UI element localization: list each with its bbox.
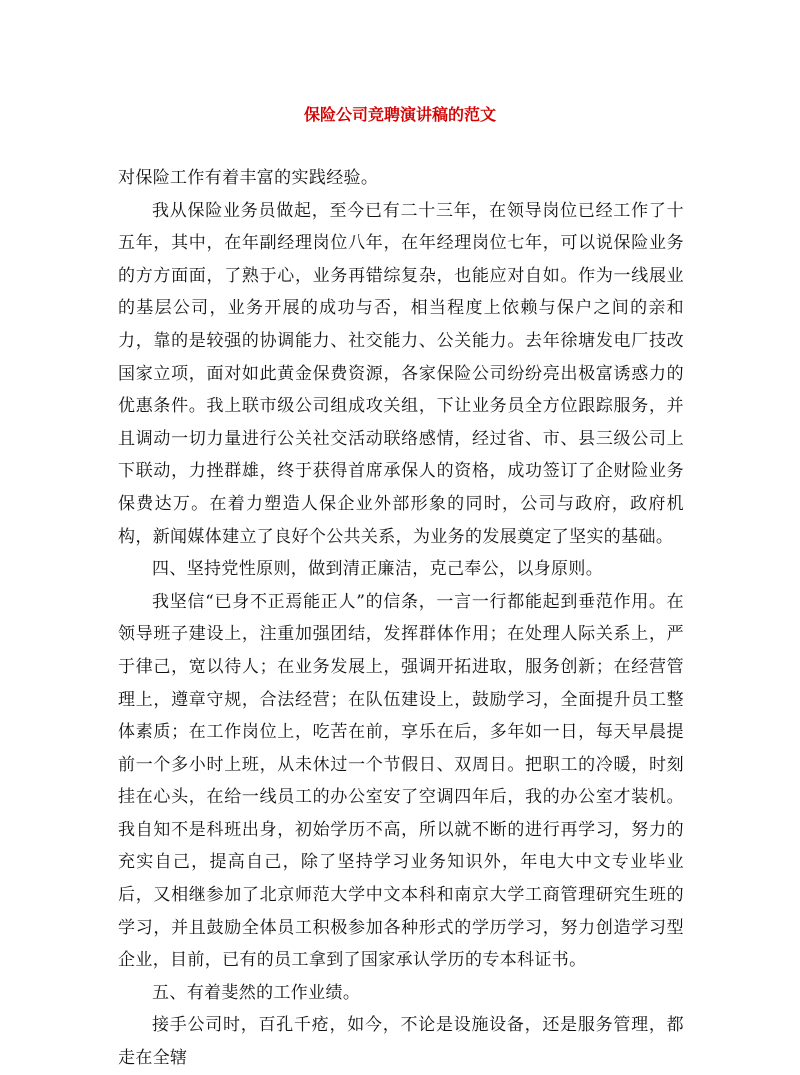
- document-title: 保险公司竞聘演讲稿的范文: [303, 105, 496, 124]
- document-body: [118, 162, 684, 1075]
- paragraph-company-takeover: 接手公司时，百孔千疮，如今，不论是设施设备，还是服务管理，都走在全辖: [118, 1015, 684, 1069]
- section-heading-principles: 四、坚持党性原则，做到清正廉洁，克己奉公，以身原则。: [152, 559, 604, 580]
- paragraph-leadership-conduct: 我坚信“已身不正焉能正人”的信条，一言一行都能起到垂范作用。在领导班子建设上，注重加强团结，发挥群体作用；在处理人际关系上，严于律己，宽以待人；在业务发展上，强调开拓进取，服务创新；在经营管理上，遵章守规，合法经营；在队伍建设上，鼓励学习，全面提升员工整体素质；在工作岗位上，吃苦在前，享乐在后，多年如一日，每天早晨提前一个多小时上班，从未休过一个节假日、双周日。把职工的冷暖，时刻挂在心头，在给一线员工的办公室安了空调四年后，我的办公室才装机。我自知不是科班出身，初始学历不高，所以就不断的进行再学习，努力的充实自己，提高自己，除了坚持学习业务知识外，年电大中文专业毕业后，又相继参加了北京师范大学中文本科和南京大学工商管理研究生班的学习，并且鼓励全体员工积极参加各种形式的学历学习，努力创造学习型企业，目前，已有的员工拿到了国家承认学历的专本科证书。: [118, 591, 684, 971]
- paragraph-continuation: 对保险工作有着丰富的实践经验。: [118, 168, 379, 188]
- paragraph-career-experience: 我从保险业务员做起，至今已有二十三年，在领导岗位已经工作了十五年，其中，在年副经理岗位八年，在年经理岗位七年，可以说保险业务的方方面面，了熟于心，业务再错综复杂，也能应对自如。作为一线展业的基层公司，业务开展的成功与否，相当程度上依赖与保户之间的亲和力，靠的是较强的协调能力、社交能力、公关能力。去年徐塘发电厂技改国家立项，面对如此黄金保费资源，各家保险公司纷纷亮出极富诱惑力的优惠条件。我上联市级公司组成攻关组，下让业务员全方位跟踪服务，并且调动一切力量进行公关社交活动联络感情，经过省、市、县三级公司上下联动，力挫群雄，终于获得首席承保人的资格，成功签订了企财险业务保费达万。在着力塑造人保企业外部形象的同时，公司与政府，政府机构，新闻媒体建立了良好个公共关系，为业务的发展奠定了坚实的基础。: [118, 200, 684, 547]
- section-heading-achievements: 五、有着斐然的工作业绩。: [152, 982, 361, 1003]
